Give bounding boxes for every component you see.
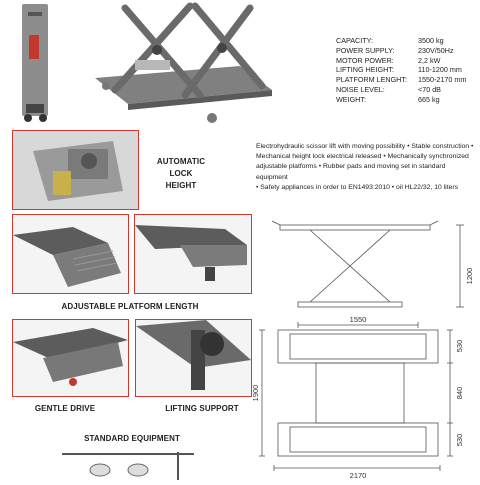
spec-value: 2,2 kW bbox=[418, 55, 441, 65]
spec-label: PLATFORM LENGHT: bbox=[336, 75, 407, 85]
adjustable-platform-photo-right bbox=[134, 214, 252, 294]
description-line: Electrohydraulic scissor lift with moving possibility • Stable construction • bbox=[256, 143, 474, 150]
dim-gap: 840 bbox=[455, 386, 464, 400]
spec-value: <70 dB bbox=[418, 84, 441, 94]
caption-standard-equipment: STANDARD EQUIPMENT bbox=[84, 434, 180, 443]
spec-row bbox=[336, 56, 476, 66]
spec-row bbox=[336, 36, 476, 46]
spec-label: POWER SUPPLY: bbox=[336, 45, 395, 55]
spec-value: 3500 kg bbox=[418, 36, 444, 45]
caption-auto-lock-line: LOCK bbox=[169, 169, 193, 178]
description-line: adjustable platforms • Rubber pads and moving set in standard equipment bbox=[256, 163, 446, 181]
lifting-support-photo bbox=[135, 319, 252, 397]
caption-auto-lock-line: AUTOMATIC bbox=[156, 157, 206, 166]
hero-lift-image bbox=[0, 0, 300, 132]
spec-row bbox=[336, 75, 476, 85]
spec-label: WEIGHT: bbox=[336, 94, 366, 104]
caption-gentle-drive: GENTLE DRIVE bbox=[34, 404, 96, 413]
spec-label: LIFTING HEIGHT: bbox=[336, 65, 394, 75]
caption-lifting-support: LIFTING SUPPORT bbox=[165, 404, 239, 413]
caption-auto-lock-line: HEIGHT bbox=[165, 181, 197, 190]
dim-platform-width-top: 530 bbox=[455, 339, 464, 353]
spec-label: NOISE LEVEL: bbox=[336, 84, 385, 94]
technical-drawing bbox=[250, 210, 480, 480]
caption-auto-lock bbox=[148, 156, 214, 192]
product-description bbox=[256, 142, 478, 193]
dim-platform-width-bottom: 530 bbox=[455, 433, 464, 447]
spec-value: 665 kg bbox=[418, 94, 440, 104]
spec-table bbox=[336, 36, 476, 105]
standard-equipment-image bbox=[58, 448, 198, 480]
spec-label: MOTOR POWER: bbox=[336, 55, 394, 65]
spec-row bbox=[336, 95, 476, 105]
description-line: Mechanical height lock electrical released • Mechanically synchronized bbox=[256, 153, 469, 161]
description-line: • Safety appliances in order to EN1493:2010 • oil HL22/32, 10 liters bbox=[256, 183, 458, 191]
spec-row bbox=[336, 65, 476, 75]
spec-value: 230V/50Hz bbox=[418, 45, 454, 55]
spec-value: 110-1200 mm bbox=[418, 65, 462, 75]
spec-row bbox=[336, 46, 476, 56]
spec-row bbox=[336, 85, 476, 95]
dim-total-length: 1900 bbox=[251, 384, 260, 402]
auto-lock-photo bbox=[12, 130, 139, 210]
caption-adjustable: ADJUSTABLE PLATFORM LENGTH bbox=[61, 302, 199, 311]
spec-label: CAPACITY: bbox=[336, 36, 374, 45]
dim-side-height: 1200 bbox=[465, 267, 474, 285]
adjustable-platform-photo-left bbox=[12, 214, 129, 294]
dim-top-width: 1550 bbox=[349, 315, 367, 324]
spec-value: 1550-2170 mm bbox=[418, 75, 467, 85]
gentle-drive-photo bbox=[12, 319, 129, 397]
dim-bottom-width: 2170 bbox=[349, 471, 367, 480]
